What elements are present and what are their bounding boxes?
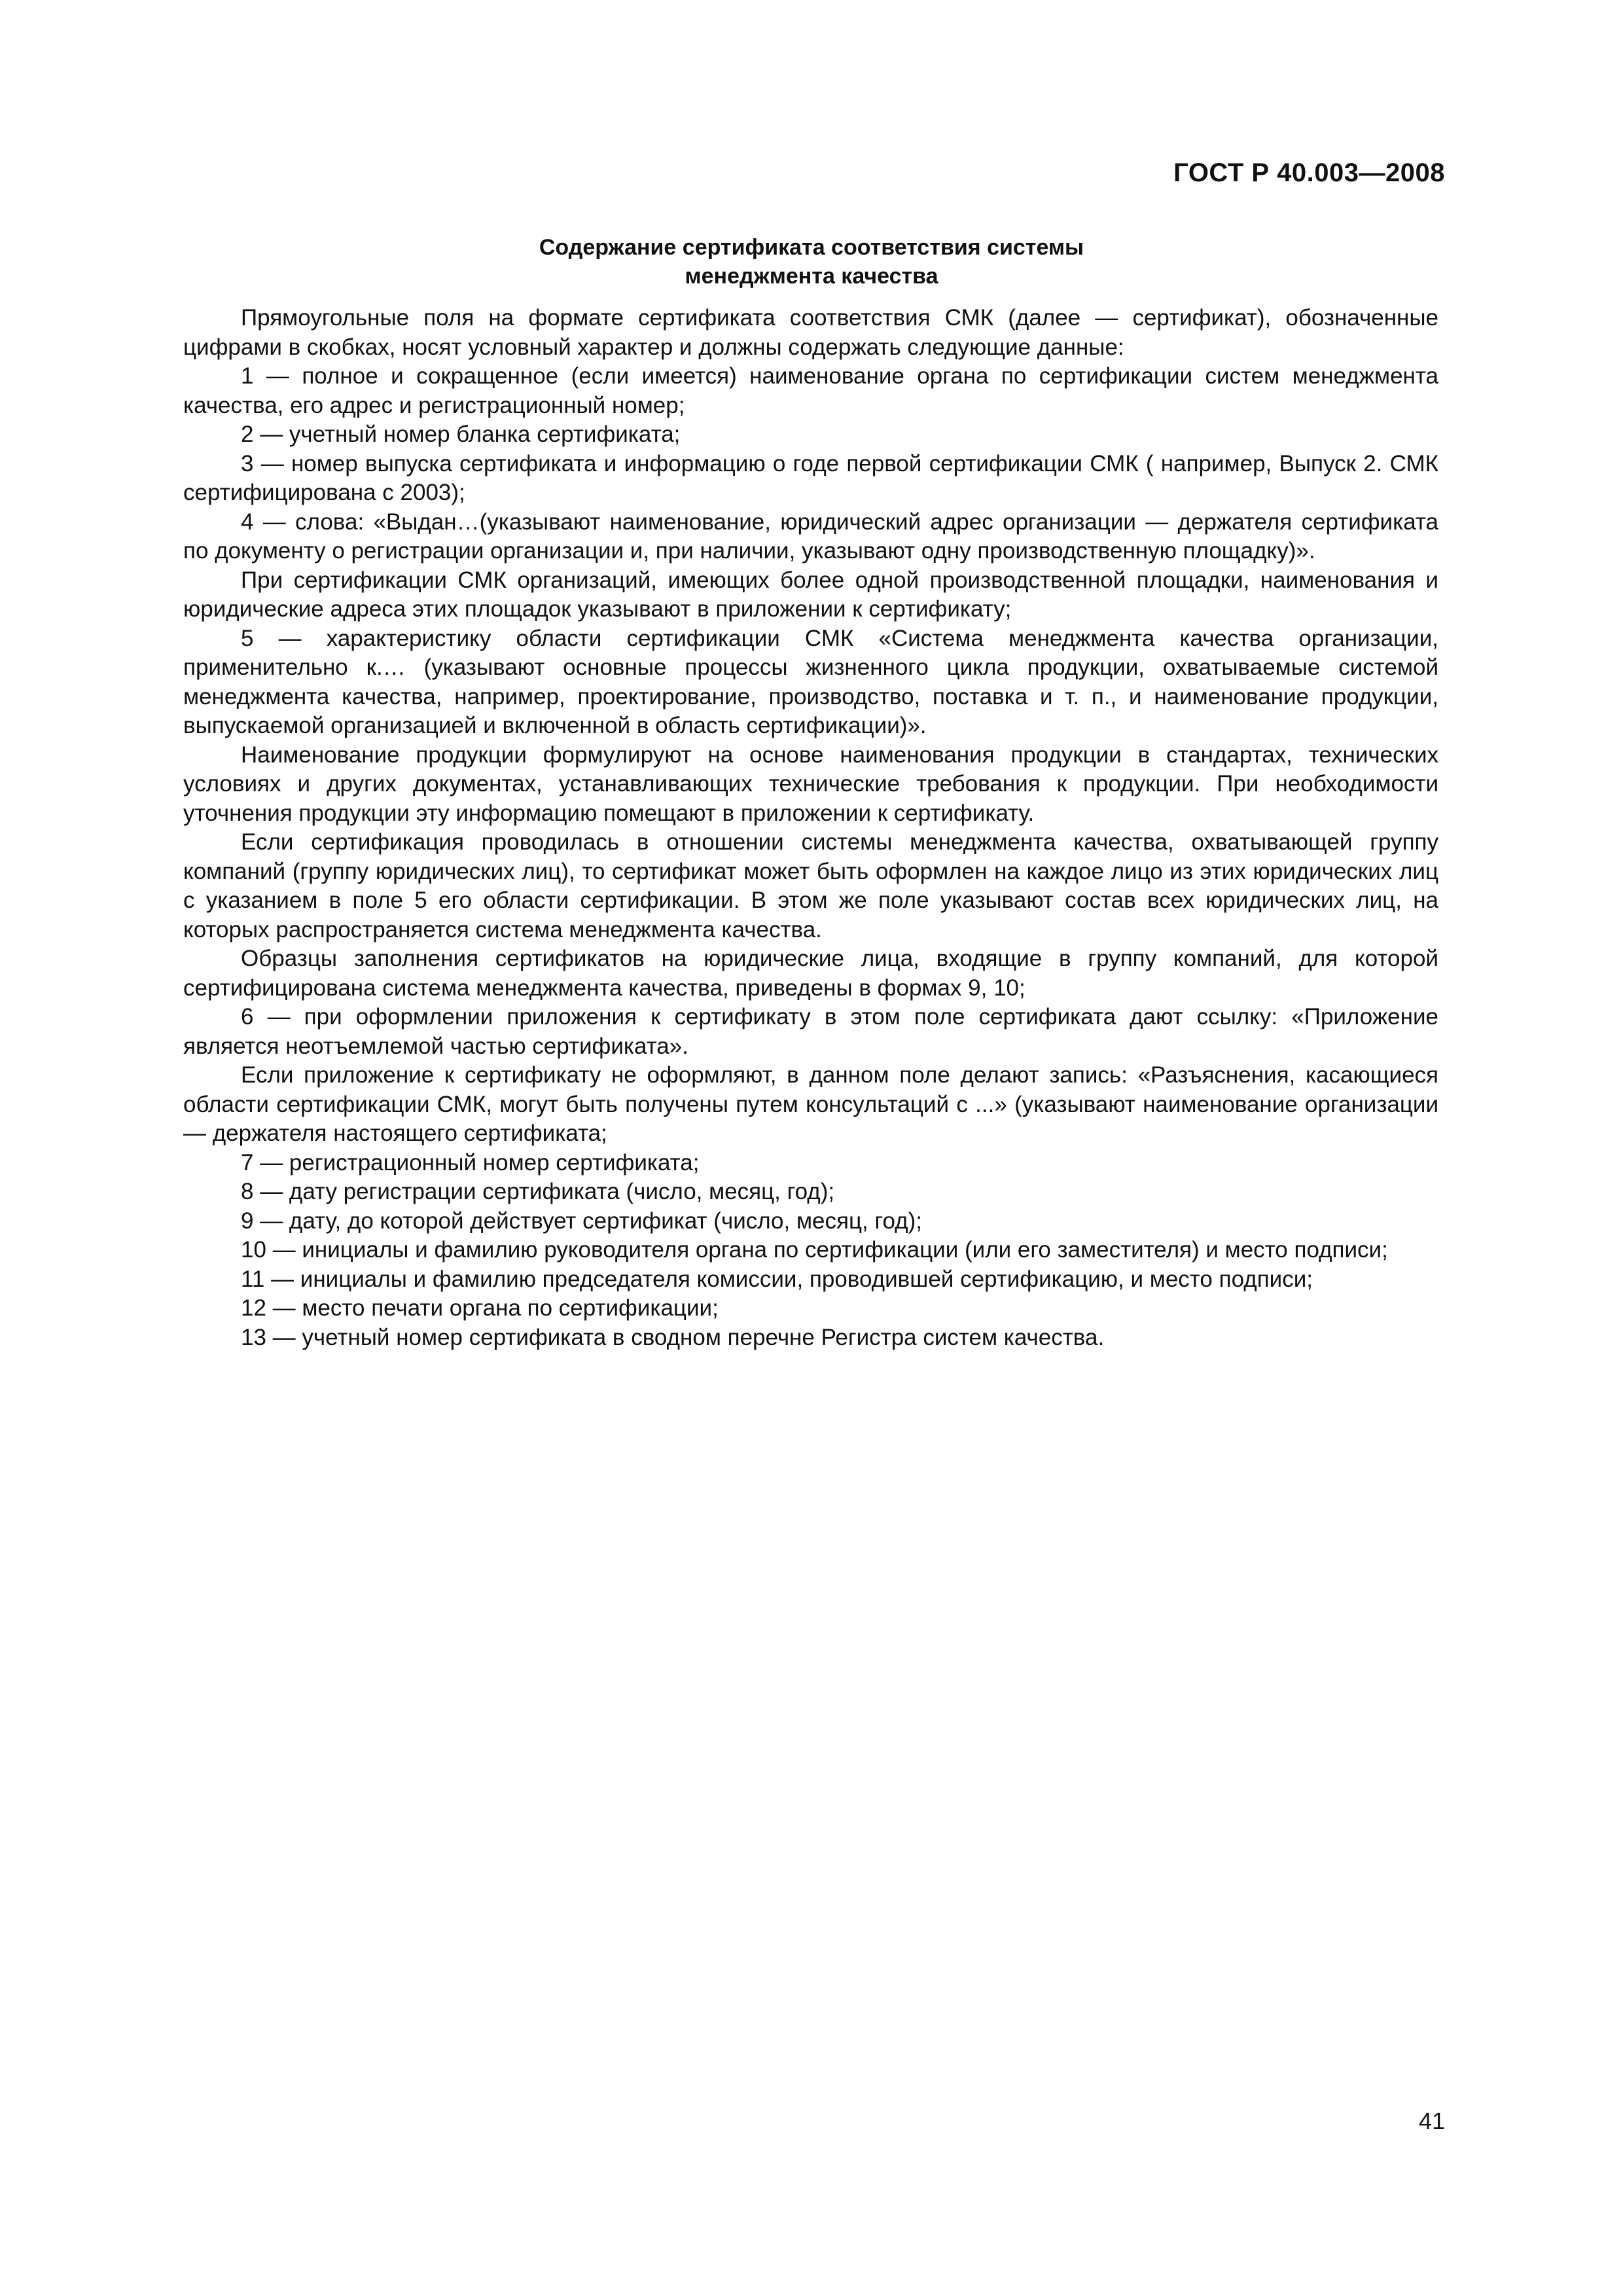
list-item: 7 — регистрационный номер сертификата; [241,1149,700,1175]
body-text [183,304,1438,1352]
page-number: 41 [1418,2108,1445,2134]
list-item: 5 — характеристику области сертификации СМК «Система менеджмента качества организации, применительно к.… (указывают основные процессы жизненного цикла продукции, охватываемые системой менеджмента качества, например, проектирование, производство, поставка и т. п., и наименование продукции, выпускаемой организацией и включенной в область сертификации)». [183,625,1438,738]
list-item: 3 — номер выпуска сертификата и информацию о годе первой сертификации СМК ( например, Выпуск 2. СМК сертифицирована с 2003); [183,450,1438,505]
list-item: 10 — инициалы и фамилию руководителя органа по сертификации (или его заместителя) и место подписи; [241,1237,1388,1263]
list-item: 1 — полное и сокращенное (если имеется) наименование органа по сертификации систем менеджмента качества, его адрес и регистрационный номер; [183,363,1438,418]
document-code: ГОСТ Р 40.003—2008 [1173,158,1445,187]
paragraph: Наименование продукции формулируют на основе наименования продукции в стандартах, технических условиях и других документах, устанавливающих технические требования к продукции. При необходимости уточнения продукции эту информацию помещают в приложении к сертификату. [183,742,1438,826]
list-item: 8 — дату регистрации сертификата (число, месяц, год); [241,1179,835,1204]
section-title-line-2: менеджмента качества [685,264,938,289]
paragraph: При сертификации СМК организаций, имеющих более одной производственной площадки, наименования и юридические адреса этих площадок указывают в приложении к сертификату; [183,567,1438,622]
list-item: 6 — при оформлении приложения к сертификату в этом поле сертификата дают ссылку: «Приложение является неотъемлемой частью сертификата». [183,1004,1438,1059]
paragraph: Прямоугольные поля на формате сертификата соответствия СМК (далее — сертификат), обозначенные цифрами в скобках, носят условный характер и должны содержать следующие данные: [183,305,1438,360]
list-item: 9 — дату, до которой действует сертификат (число, месяц, год); [241,1208,922,1234]
list-item: 4 — слова: «Выдан…(указывают наименование, юридический адрес организации — держателя сертификата по документу о регистрации организации и, при наличии, указывают одну производственную площадку)». [183,509,1438,564]
paragraph: Если сертификация проводилась в отношении системы менеджмента качества, охватывающей группу компаний (группу юридических лиц), то сертификат может быть оформлен на каждое лицо из этих юридических лиц с указанием в поле 5 его области сертификации. В этом же поле указывают состав всех юридических лиц, на которых распространяется система менеджмента качества. [183,829,1438,942]
list-item: 11 — инициалы и фамилию председателя комиссии, проводившей сертификацию, и место подписи; [241,1266,1313,1292]
list-item: 12 — место печати органа по сертификации; [241,1295,719,1321]
section-title-line-1: Содержание сертификата соответствия системы [539,235,1084,260]
section-title [183,233,1440,291]
paragraph: Образцы заполнения сертификатов на юридические лица, входящие в группу компаний, для которой сертифицирована система менеджмента качества, приведены в формах 9, 10; [183,946,1438,1001]
list-item: 2 — учетный номер бланка сертификата; [241,422,681,447]
list-item: 13 — учетный номер сертификата в сводном перечне Регистра систем качества. [241,1324,1105,1350]
paragraph: Если приложение к сертификату не оформляют, в данном поле делают запись: «Разъяснения, касающиеся области сертификации СМК, могут быть получены путем консультаций с ...» (указывают наименование организации — держателя настоящего сертификата; [183,1062,1438,1146]
